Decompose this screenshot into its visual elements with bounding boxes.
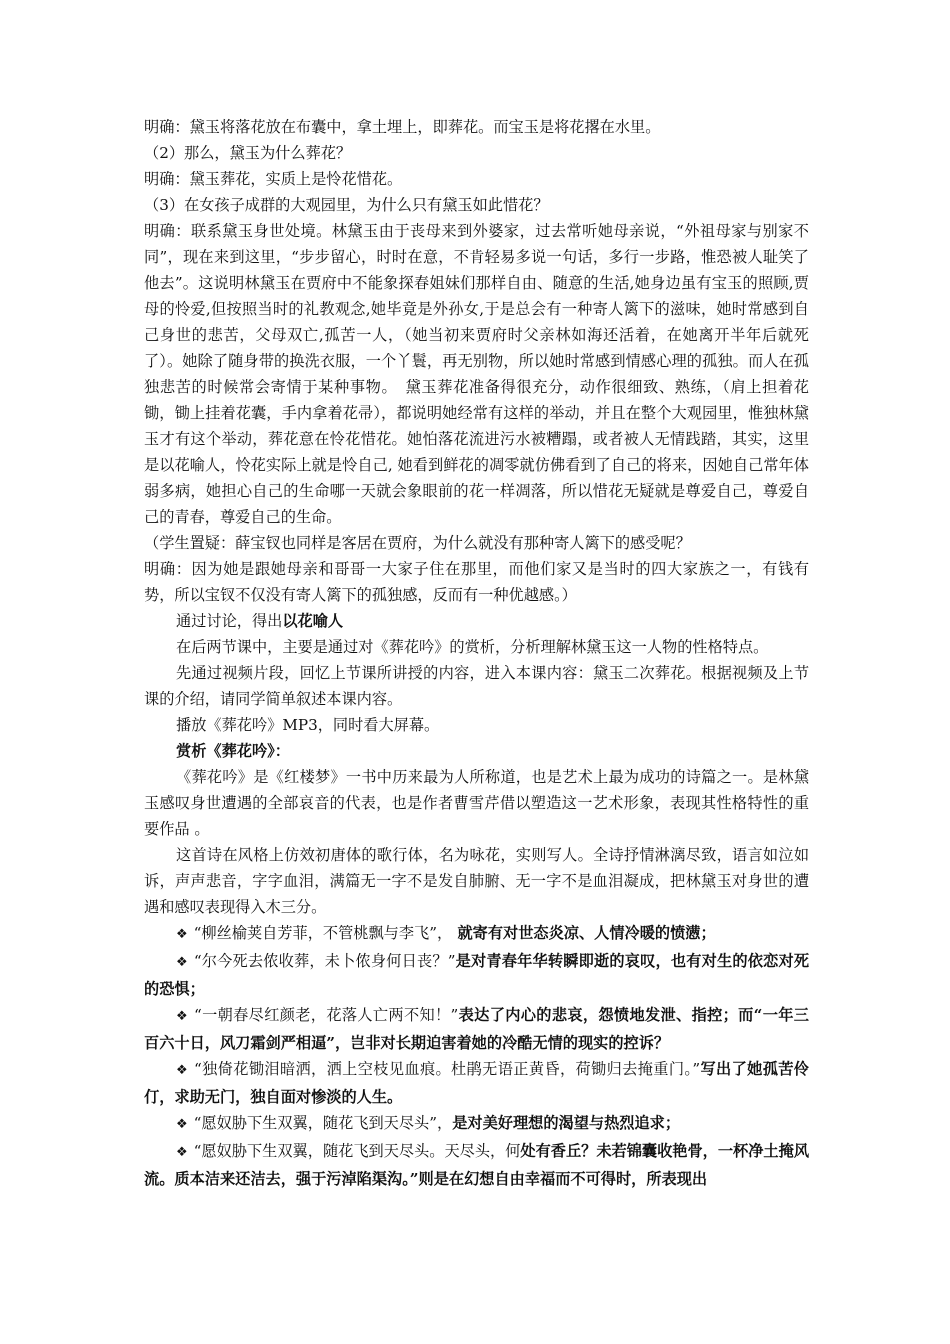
paragraph: 播放《葬花吟》MP3，同时看大屏幕。: [176, 716, 440, 734]
bullet-quote-bold: 处有香丘？未若锦囊收艳骨，一杯净土掩风流。质本洁来还洁去，强于污淖陷渠沟。”: [144, 1142, 810, 1188]
paragraph: 明确：因为她是跟她母亲和哥哥一大家子住在那里，而他们家又是当时的四大家族之一，有钱有势，所以宝钗不仅没有寄人篱下的孤独感，反而有一种优越感。）: [144, 560, 809, 604]
paragraph: 这首诗在风格上仿效初唐体的歌行体，名为咏花，实则写人。全诗抒情淋漓尽致，语言如泣如诉，声声悲音，字字血泪，满篇无一字不是发自肺腑、无一字不是血泪凝成，把林黛玉对身世的遭遇和感叹表现得入木三分。: [144, 846, 809, 916]
bullet-comment: 是对青春年华转瞬即逝的哀叹，也有对生的依恋对死的恐惧；: [144, 952, 810, 998]
section-heading: 赏析《葬花吟》：: [176, 742, 290, 760]
bullet-item: [144, 1138, 809, 1192]
document-page: [144, 114, 809, 1192]
bullet-item: [144, 948, 809, 1002]
question-3: （3）在女孩子成群的大观园里，为什么只有黛玉如此惜花？: [144, 196, 549, 214]
diamond-bullet-icon: ❖: [176, 927, 188, 942]
diamond-bullet-icon: ❖: [176, 1117, 188, 1132]
conclusion-lead: 通过讨论，得出: [176, 612, 283, 630]
student-question: （学生置疑：薛宝钗也同样是客居在贾府，为什么就没有那种寄人篱下的感受呢？: [144, 534, 691, 552]
bullet-item: [144, 1056, 809, 1110]
conclusion-key: 以花喻人: [282, 612, 344, 630]
paragraph: 在后两节课中，主要是通过对《葬花吟》的赏析，分析理解林黛玉这一人物的性格特点。: [176, 638, 769, 656]
bullet-item: [144, 920, 809, 948]
bullet-quote: “柳丝榆荚自芳菲，不管桃飘与李飞”，: [193, 924, 453, 942]
bullet-quote: “愿奴胁下生双翼，随花飞到天尽头”，: [193, 1114, 453, 1132]
diamond-bullet-icon: ❖: [176, 1063, 189, 1078]
diamond-bullet-icon: ❖: [176, 1009, 188, 1024]
bullet-list: [144, 920, 809, 1138]
paragraph: 先通过视频片段，回忆上节课所讲授的内容，进入本课内容：黛玉二次葬花。根据视频及上节课的介绍，请同学简单叙述本课内容。: [144, 664, 809, 708]
bullet-comment: 表达了内心的悲哀，怨愤地发泄、指控；而“一年三百六十日，风刀霜剑严相逼”，岂非对长期迫害着她的冷酷无情的现实的控诉？: [144, 1006, 809, 1052]
bullet-quote: “一朝春尽红颜老，花落人亡两不知！”: [194, 1006, 459, 1024]
diamond-bullet-icon: ❖: [176, 955, 188, 970]
paragraph: 《葬花吟》是《红楼梦》一书中历来最为人所称道，也是艺术上最为成功的诗篇之一。是林黛玉感叹身世遭遇的全部哀音的代表，也是作者曹雪芹借以塑造这一艺术形象，表现其性格特性的重要作品 。: [144, 768, 809, 838]
bullet-comment: 写出了她孤苦伶仃，求助无门，独自面对惨淡的人生。: [144, 1060, 809, 1106]
bullet-comment: 则是在幻想自由幸福而不可得时，所表现出: [418, 1170, 708, 1188]
paragraph: 明确：黛玉葬花，实质上是怜花惜花。: [144, 170, 403, 188]
bullet-item: [144, 1002, 809, 1056]
paragraph: 明确：联系黛玉身世处境。林黛玉由于丧母来到外婆家，过去常听她母亲说，“外祖母家与别家不同”，现在来到这里，“步步留心，时时在意，不肯轻易多说一句话，多行一步路，惟恐被人耻笑了他去”。这说明林黛玉在贾府中不能象探春姐妹们那样自由、随意的生活,她身边虽有宝玉的照顾,贾母的怜爱,但按照当时的礼教观念,她毕竟是外孙女,于是总会有一种寄人篱下的滋味，她时常感到自己身世的悲苦，父母双亡,孤苦一人，（她当初来贾府时父亲林如海还活着，在她离开半年后就死了）。她除了随身带的换洗衣服，一个丫鬟，再无别物，所以她时常感到情感心理的孤独。而人在孤独悲苦的时候常会寄情于某种事物。 黛玉葬花准备得很充分，动作很细致、熟练，（肩上担着花锄，锄上挂着花囊，手内拿着花帚），都说明她经常有这样的举动，并且在整个大观园里，惟独林黛玉才有这个举动，葬花意在怜花惜花。她怕落花流进污水被糟蹋，或者被人无情践踏，其实，这里是以花喻人，怜花实际上就是怜自己, 她看到鲜花的凋零就仿佛看到了自己的将来，因她自己常年体弱多病，她担心自己的生命哪一天就会象眼前的花一样凋落，所以惜花无疑就是尊爱自己，尊爱自己的青春，尊爱自己的生命。: [144, 222, 809, 526]
bullet-item: [144, 1110, 809, 1138]
discussion-conclusion: [144, 608, 809, 634]
paragraph: 明确：黛玉将落花放在布囊中，拿土埋上，即葬花。而宝玉是将花撂在水里。: [144, 118, 661, 136]
bullet-quote: “尔今死去侬收葬，未卜侬身何日丧？”: [193, 952, 456, 970]
question-2: （2）那么，黛玉为什么葬花？: [144, 144, 352, 162]
diamond-bullet-icon: ❖: [176, 1145, 188, 1160]
bullet-quote: “愿奴胁下生双翼，随花飞到天尽头。天尽头，何: [193, 1142, 521, 1160]
bullet-quote: “独倚花锄泪暗洒，洒上空枝见血痕。杜鹃无语正黄昏，荷锄归去掩重门。”: [194, 1060, 701, 1078]
bullet-comment: 就寄有对世态炎凉、人情冷暖的愤懑；: [452, 924, 716, 942]
bullet-comment: 是对美好理想的渴望与热烈追求；: [452, 1114, 680, 1132]
